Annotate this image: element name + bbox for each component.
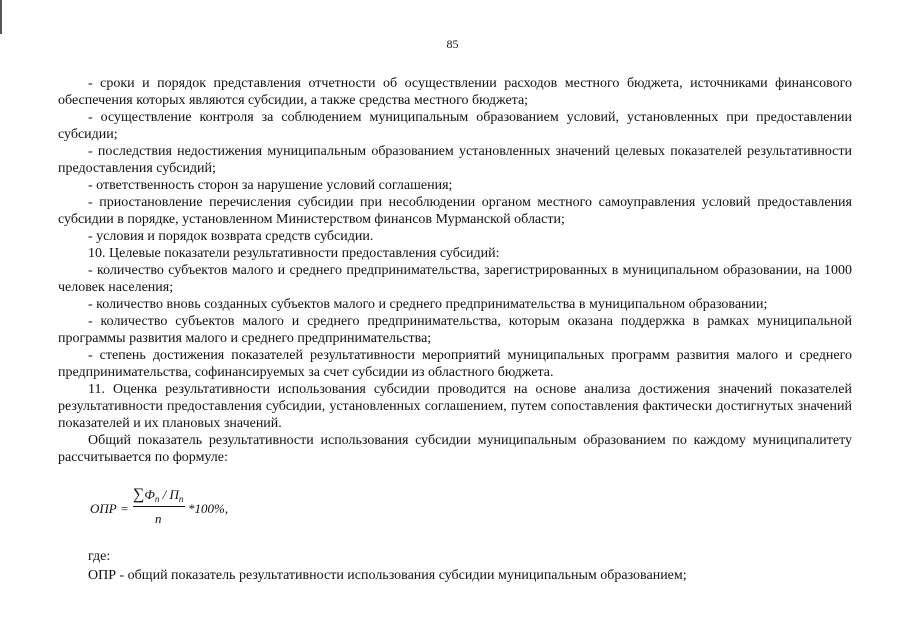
paragraph: - степень достижения показателей результативности мероприятий муниципальных программ развития малого и среднего предпринимательства, софинансируемых за счет субсидии из областного бюджета.: [58, 348, 852, 380]
formula-subscript: п: [154, 494, 160, 504]
page-number: 85: [446, 37, 459, 51]
paragraph: - условия и порядок возврата средств субсидии.: [88, 229, 374, 244]
sum-symbol: ∑: [133, 486, 145, 503]
paragraph: - количество субъектов малого и среднего предпринимательства, зарегистрированных в муниципальном образовании, на 1000 человек населения;: [58, 263, 852, 295]
paragraph: 11. Оценка результативности использования субсидии проводится на основе анализа достижения значений показателей результативности предоставления субсидии, установленных соглашением, путем сопоставления фактически достигнутых значений показателей и их плановых значений.: [58, 382, 852, 431]
formula-denominator: n: [155, 511, 162, 526]
paragraph: - приостановление перечисления субсидии при несоблюдении органом местного самоуправления условий предоставления субсидии в порядке, установленном Министерством финансов Мурманской области;: [58, 195, 852, 227]
formula-lhs: ОПР =: [90, 501, 129, 516]
definition-opr: ОПР - общий показатель результативности использования субсидии муниципальным образованием;: [88, 568, 687, 583]
formula-subscript: п: [178, 494, 184, 504]
paragraph: - количество вновь созданных субъектов малого и среднего предпринимательства в муниципальном образовании;: [88, 297, 768, 312]
paragraph: - количество субъектов малого и среднего предпринимательства, которым оказана поддержка в рамках муниципальной программы развития малого и среднего предпринимательства;: [58, 314, 852, 346]
formula-pi: П: [169, 487, 179, 502]
page-edge-line: [0, 0, 2, 34]
formula-slash: /: [159, 487, 170, 502]
paragraph: - ответственность сторон за нарушение условий соглашения;: [88, 178, 453, 193]
formula-rhs: *100%,: [188, 501, 229, 516]
formula-phi: Ф: [144, 487, 155, 502]
paragraph: - осуществление контроля за соблюдением муниципальным образованием условий, установленных при предоставлении субсидии;: [58, 110, 852, 142]
formula-numerator: [133, 487, 183, 507]
document-body: [58, 75, 852, 466]
fraction-bar: [133, 506, 185, 507]
paragraph: - последствия недостижения муниципальным образованием установленных значений целевых показателей результативности предоставления субсидий;: [58, 144, 852, 176]
paragraph: Общий показатель результативности использования субсидии муниципальным образованием по каждому муниципалитету рассчитывается по формуле:: [58, 433, 852, 465]
paragraph: - сроки и порядок представления отчетности об осуществлении расходов местного бюджета, источниками финансового обеспечения которых являются субсидии, а также средства местного бюджета;: [58, 76, 852, 108]
definitions: [58, 548, 852, 584]
where-label: где:: [88, 549, 111, 564]
paragraph: 10. Целевые показатели результативности предоставления субсидий:: [88, 246, 500, 261]
